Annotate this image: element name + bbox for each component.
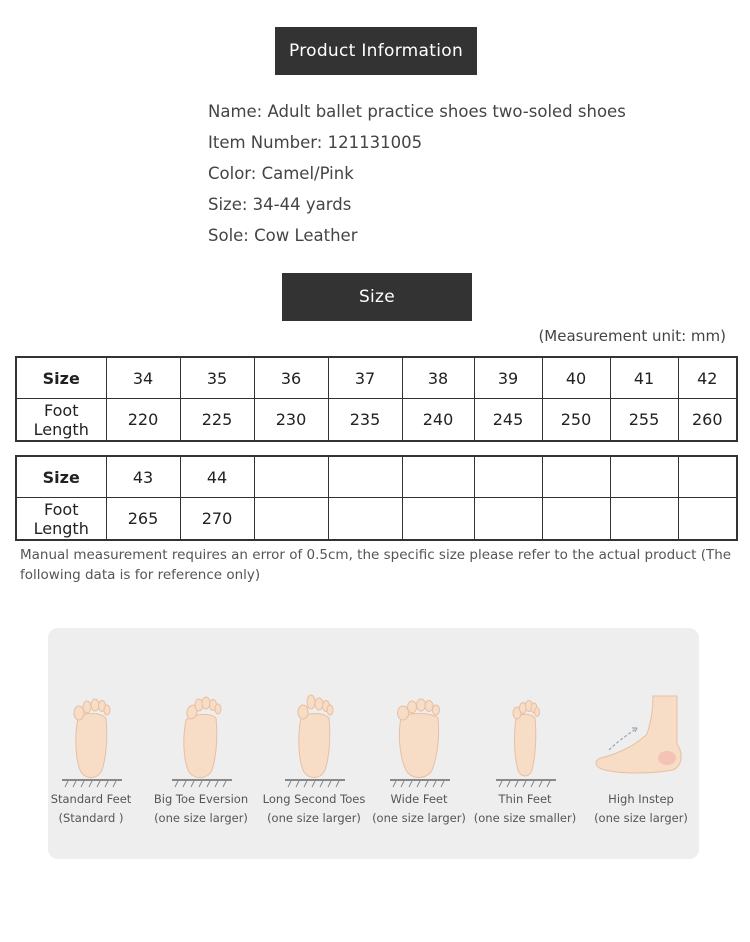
- length-cell: [542, 498, 610, 541]
- foot-length-row: [16, 498, 737, 541]
- foot-type-wide-feet: [364, 678, 474, 828]
- foot-length-row-label: Foot Length: [16, 498, 106, 541]
- foot-type-name: Wide Feet: [390, 792, 448, 806]
- foot-type-high-instep: [586, 678, 696, 828]
- product-info-list: [208, 96, 626, 251]
- foot-length-row: [16, 399, 737, 442]
- length-cell: 240: [402, 399, 474, 442]
- foot-type-thin-feet: [470, 678, 580, 828]
- big-toe-eversion-foot-icon: [166, 678, 236, 790]
- foot-type-panel: [48, 628, 699, 859]
- size-cell: 38: [402, 357, 474, 399]
- length-cell: 265: [106, 498, 180, 541]
- length-cell: 250: [542, 399, 610, 442]
- length-cell: 255: [610, 399, 678, 442]
- foot-type-name: Thin Feet: [498, 792, 552, 806]
- length-cell: [328, 498, 402, 541]
- standard-foot-icon: [56, 678, 126, 790]
- long-second-toes-foot-icon: [279, 678, 349, 790]
- length-cell: [678, 498, 737, 541]
- size-title: Size: [358, 287, 396, 307]
- size-cell: 37: [328, 357, 402, 399]
- size-row: [16, 357, 737, 399]
- thin-foot-icon: [490, 678, 560, 790]
- measurement-note: Manual measurement requires an error of 0.5cm, the specific size please refer to the actual product (The following data is for reference only): [20, 547, 732, 583]
- foot-type-standard: [36, 678, 146, 828]
- size-row-label: Size: [16, 357, 106, 399]
- size-cell: 39: [474, 357, 542, 399]
- foot-type-name: Standard Feet: [50, 792, 132, 806]
- length-cell: 270: [180, 498, 254, 541]
- size-cell: [610, 456, 678, 498]
- length-cell: [474, 498, 542, 541]
- info-color: Color: Camel/Pink: [208, 164, 354, 183]
- info-sole: Sole: Cow Leather: [208, 226, 358, 245]
- foot-length-row-label: Foot Length: [16, 399, 106, 442]
- size-cell: 43: [106, 456, 180, 498]
- length-cell: 220: [106, 399, 180, 442]
- foot-type-name: Long Second Toes: [262, 792, 366, 806]
- size-cell: 35: [180, 357, 254, 399]
- size-banner: [282, 273, 472, 321]
- size-cell: [402, 456, 474, 498]
- wide-foot-icon: [384, 678, 454, 790]
- length-cell: 230: [254, 399, 328, 442]
- foot-type-name: High Instep: [608, 792, 674, 806]
- size-cell: 42: [678, 357, 737, 399]
- length-cell: [402, 498, 474, 541]
- length-cell: 225: [180, 399, 254, 442]
- size-cell: 41: [610, 357, 678, 399]
- foot-type-big-toe-eversion: [146, 678, 256, 828]
- length-cell: 245: [474, 399, 542, 442]
- info-item-number: Item Number: 121131005: [208, 133, 423, 152]
- foot-type-advice: (one size larger): [372, 811, 466, 825]
- product-information-title: Product Information: [288, 41, 464, 61]
- info-name: Name: Adult ballet practice shoes two-soled shoes: [208, 102, 626, 121]
- length-cell: 235: [328, 399, 402, 442]
- foot-type-advice: (one size larger): [594, 811, 688, 825]
- size-cell: 40: [542, 357, 610, 399]
- size-cell: 36: [254, 357, 328, 399]
- foot-type-name: Big Toe Eversion: [153, 792, 249, 806]
- size-cell: 34: [106, 357, 180, 399]
- size-table-2: [15, 455, 738, 541]
- size-cell: [328, 456, 402, 498]
- foot-type-advice: (one size larger): [267, 811, 361, 825]
- foot-type-advice: (Standard ): [58, 811, 124, 825]
- size-cell: [542, 456, 610, 498]
- size-table-1: [15, 356, 738, 442]
- length-cell: [610, 498, 678, 541]
- size-row: [16, 456, 737, 498]
- measurement-unit: (Measurement unit: mm): [538, 327, 726, 345]
- foot-type-advice: (one size larger): [154, 811, 248, 825]
- foot-type-advice: (one size smaller): [473, 811, 577, 825]
- info-size: Size: 34-44 yards: [208, 195, 352, 214]
- size-cell: [254, 456, 328, 498]
- length-cell: [254, 498, 328, 541]
- length-cell: 260: [678, 399, 737, 442]
- product-information-banner: [275, 27, 477, 75]
- size-cell: 44: [180, 456, 254, 498]
- size-cell: [678, 456, 737, 498]
- high-instep-foot-icon: [591, 678, 691, 790]
- size-row-label: Size: [16, 456, 106, 498]
- foot-type-long-second-toes: [259, 678, 369, 828]
- size-cell: [474, 456, 542, 498]
